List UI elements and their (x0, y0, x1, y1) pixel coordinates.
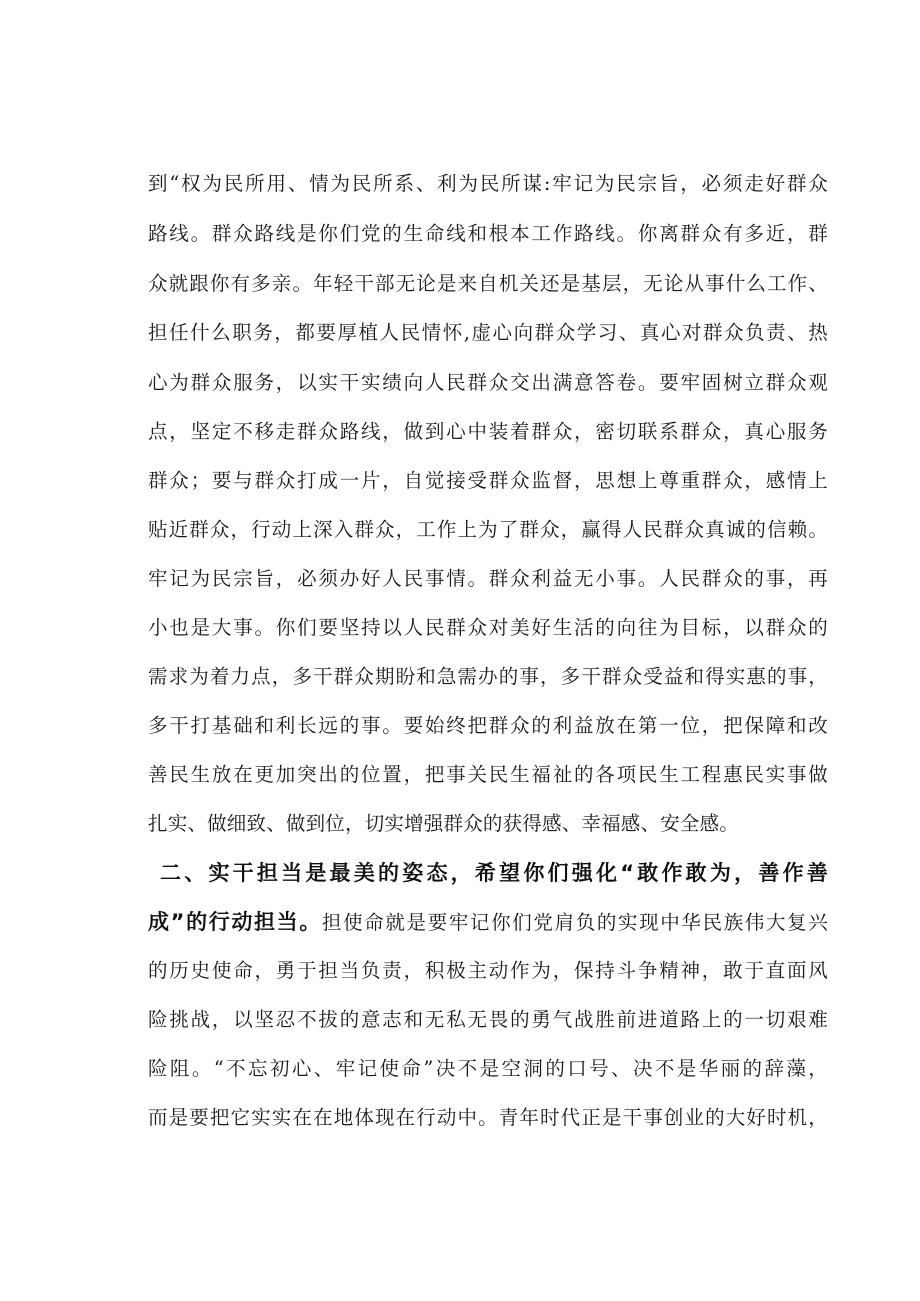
paragraph-line: 点，坚定不移走群众路线，做到心中装着群众，密切联系群众，真心服务 (148, 420, 828, 443)
section-heading: 二、实干担当是最美的姿态，希望你们强化“敢作敢为，善作善 (160, 861, 828, 885)
paragraph-line: 而是要把它实实在在地体现在行动中。青年时代正是干事创业的大好时机， (148, 1106, 828, 1129)
paragraph-line: 贴近群众，行动上深入群众，工作上为了群众，赢得人民群众真诚的信赖。 (148, 518, 828, 541)
paragraph-text: 担使命就是要牢记你们党肩负的实现中华民族伟大复兴 (321, 911, 828, 934)
paragraph-line: 的历史使命，勇于担当负责，积极主动作为，保持斗争精神，敢于直面风 (148, 959, 828, 982)
paragraph-line: 险阻。“不忘初心、牢记使命”决不是空洞的口号、决不是华丽的辞藻， (148, 1057, 828, 1080)
paragraph-line: 需求为着力点，多干群众期盼和急需办的事，多干群众受益和得实惠的事， (148, 665, 828, 688)
paragraph-line: 担任什么职务，都要厚植人民情怀,虚心向群众学习、真心对群众负责、热 (148, 321, 828, 344)
paragraph-line: 牢记为民宗旨，必须办好人民事情。群众利益无小事。人民群众的事，再 (148, 567, 828, 590)
paragraph-line: 群众；要与群众打成一片，自觉接受群众监督，思想上尊重群众，感情上 (148, 469, 828, 492)
paragraph-line: 善民生放在更加突出的位置，把事关民生福祉的各项民生工程惠民实事做 (148, 763, 828, 786)
paragraph-line: 心为群众服务，以实干实绩向人民群众交出满意答卷。要牢固树立群众观 (148, 371, 828, 394)
paragraph-line: 小也是大事。你们要坚持以人民群众对美好生活的向往为目标，以群众的 (148, 616, 828, 639)
section-heading-tail: 成”的行动担当。 (148, 910, 322, 934)
paragraph-line: 众就跟你有多亲。年轻干部无论是来自机关还是基层，无论从事什么工作、 (148, 272, 828, 295)
paragraph-line: 路线。群众路线是你们党的生命线和根本工作路线。你离群众有多近，群 (148, 222, 828, 245)
paragraph-line: 险挑战，以坚忍不拔的意志和无私无畏的勇气战胜前进道路上的一切艰难 (148, 1008, 828, 1031)
paragraph-line: 扎实、做细致、做到位，切实增强群众的获得感、幸福感、安全感。 (148, 812, 740, 835)
section-heading-continued (148, 902, 828, 942)
paragraph-line: 到“权为民所用、情为民所系、利为民所谋:牢记为民宗旨，必须走好群众 (148, 172, 828, 195)
paragraph-line: 多干打基础和利长远的事。要始终把群众的利益放在第一位，把保障和改 (148, 714, 828, 737)
